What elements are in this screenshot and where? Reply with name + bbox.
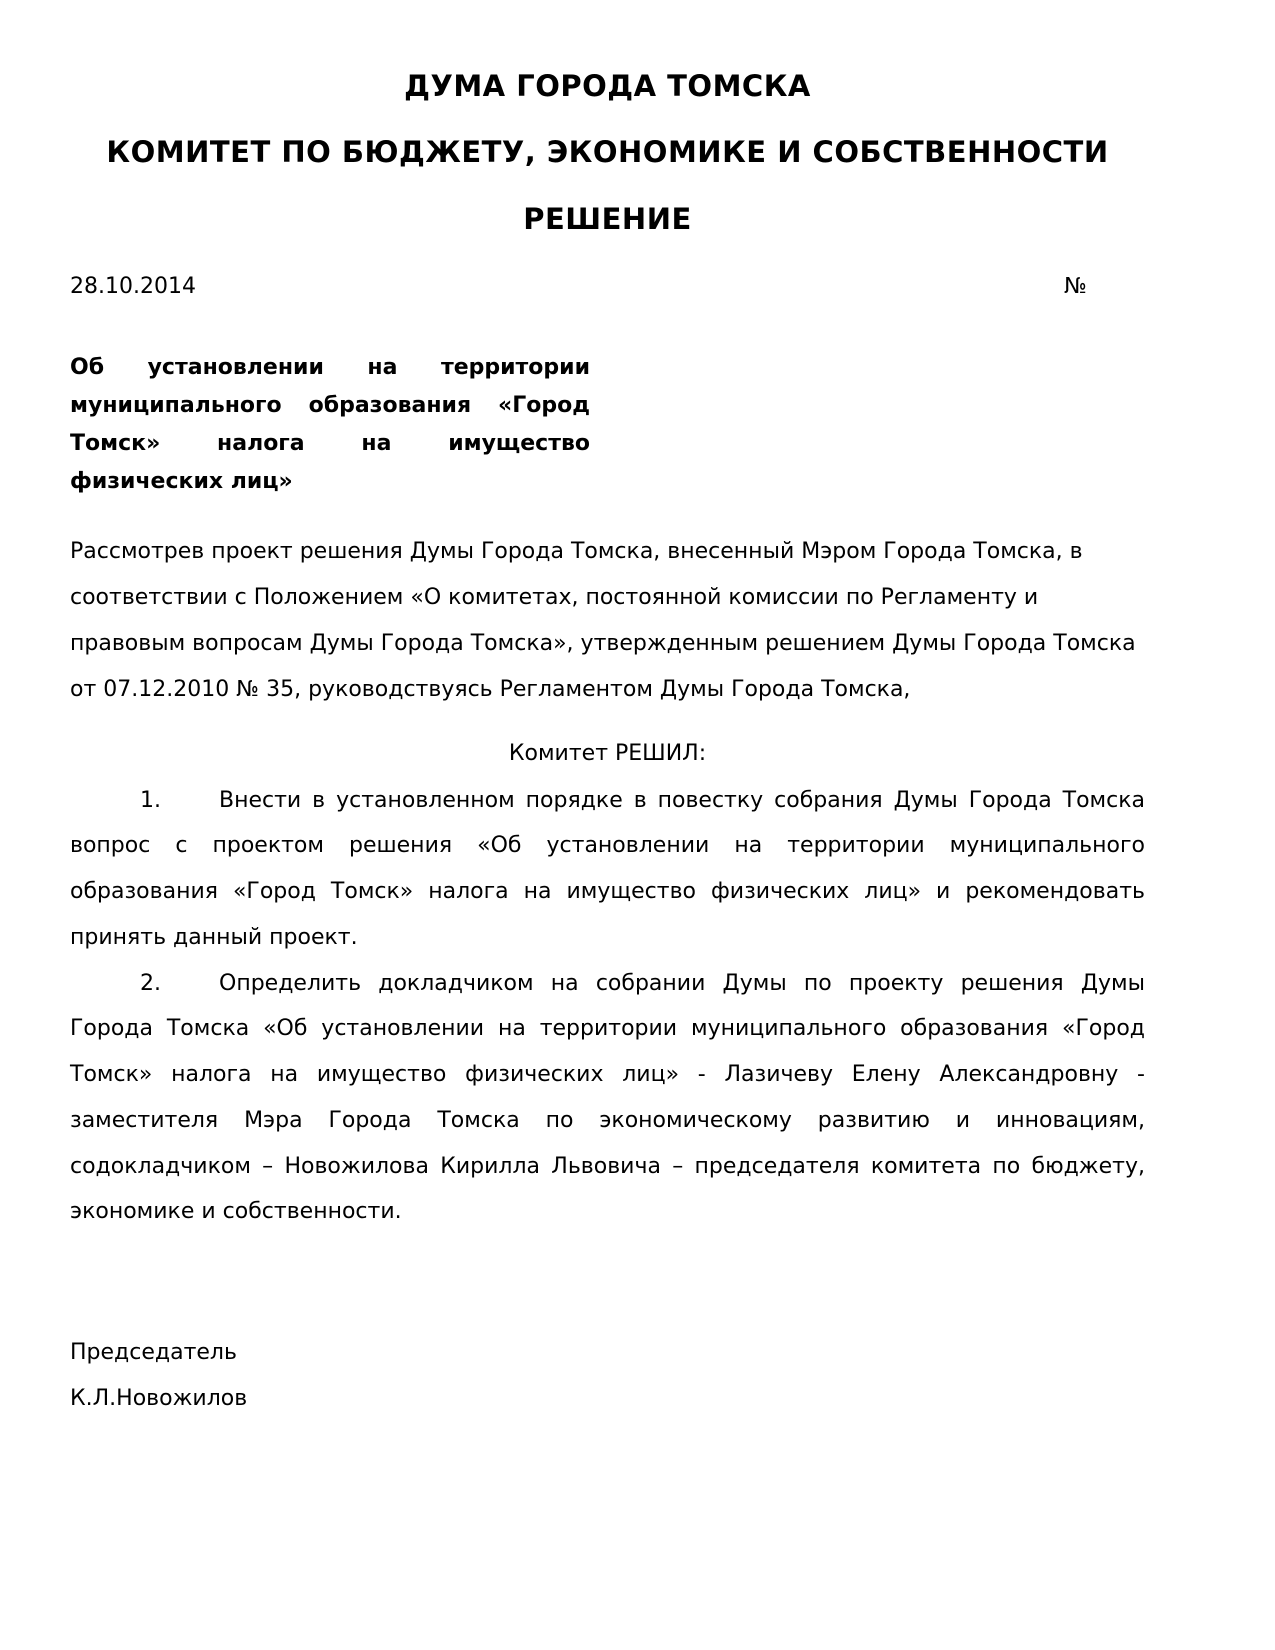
doc-number-sign: № [1064, 273, 1087, 299]
item-text: Определить докладчиком на собрании Думы по проекту решения Думы Города Томска «Об установлении на территории муниципального образования «Город Томск» налога на имущество физических лиц» - Лазичеву Елену Александровну - заместителя Мэра Города Томска по экономическому развитию и инновациям, содокладчиком – Новожилова Кирилла Львовича – председателя комитета по бюджету, экономике и собственности. [70, 970, 1145, 1225]
item-number: 1. [140, 787, 161, 813]
decision-item-2 [70, 961, 1145, 1236]
doc-date: 28.10.2014 [70, 273, 196, 299]
date-number-row [70, 273, 1145, 302]
org-title: ДУМА ГОРОДА ТОМСКА [404, 69, 811, 103]
decision-item-1 [70, 778, 1145, 961]
signature-block [70, 1330, 1145, 1422]
item-number: 2. [140, 970, 161, 996]
resolution-heading: Комитет РЕШИЛ: [508, 741, 707, 767]
doc-subject: Об установлении на территории муниципального образования «Город Томск» налога на имущество физических лиц» [70, 355, 590, 494]
committee-title: КОМИТЕТ ПО БЮДЖЕТУ, ЭКОНОМИКЕ И СОБСТВЕННОСТИ [106, 135, 1109, 170]
doc-type-title: РЕШЕНИЕ [523, 201, 692, 236]
signature-name: К.Л.Новожилов [70, 1386, 248, 1412]
signature-position: Председатель [70, 1340, 237, 1366]
preamble-paragraph: Рассмотрев проект решения Думы Города Томска, внесенный Мэром Города Томска, в соответствии с Положением «О комитетах, постоянной комиссии по Регламенту и правовым вопросам Думы Города Томска», утвержденным решением Думы Города Томска от 07.12.2010 № 35, руководствуясь Регламентом Думы Города Томска, [70, 538, 1136, 703]
item-text: Внести в установленном порядке в повестку собрания Думы Города Томска вопрос с проектом решения «Об установлении на территории муниципального образования «Город Томск» налога на имущество физических лиц» и рекомендовать принять данный проект. [70, 787, 1145, 950]
